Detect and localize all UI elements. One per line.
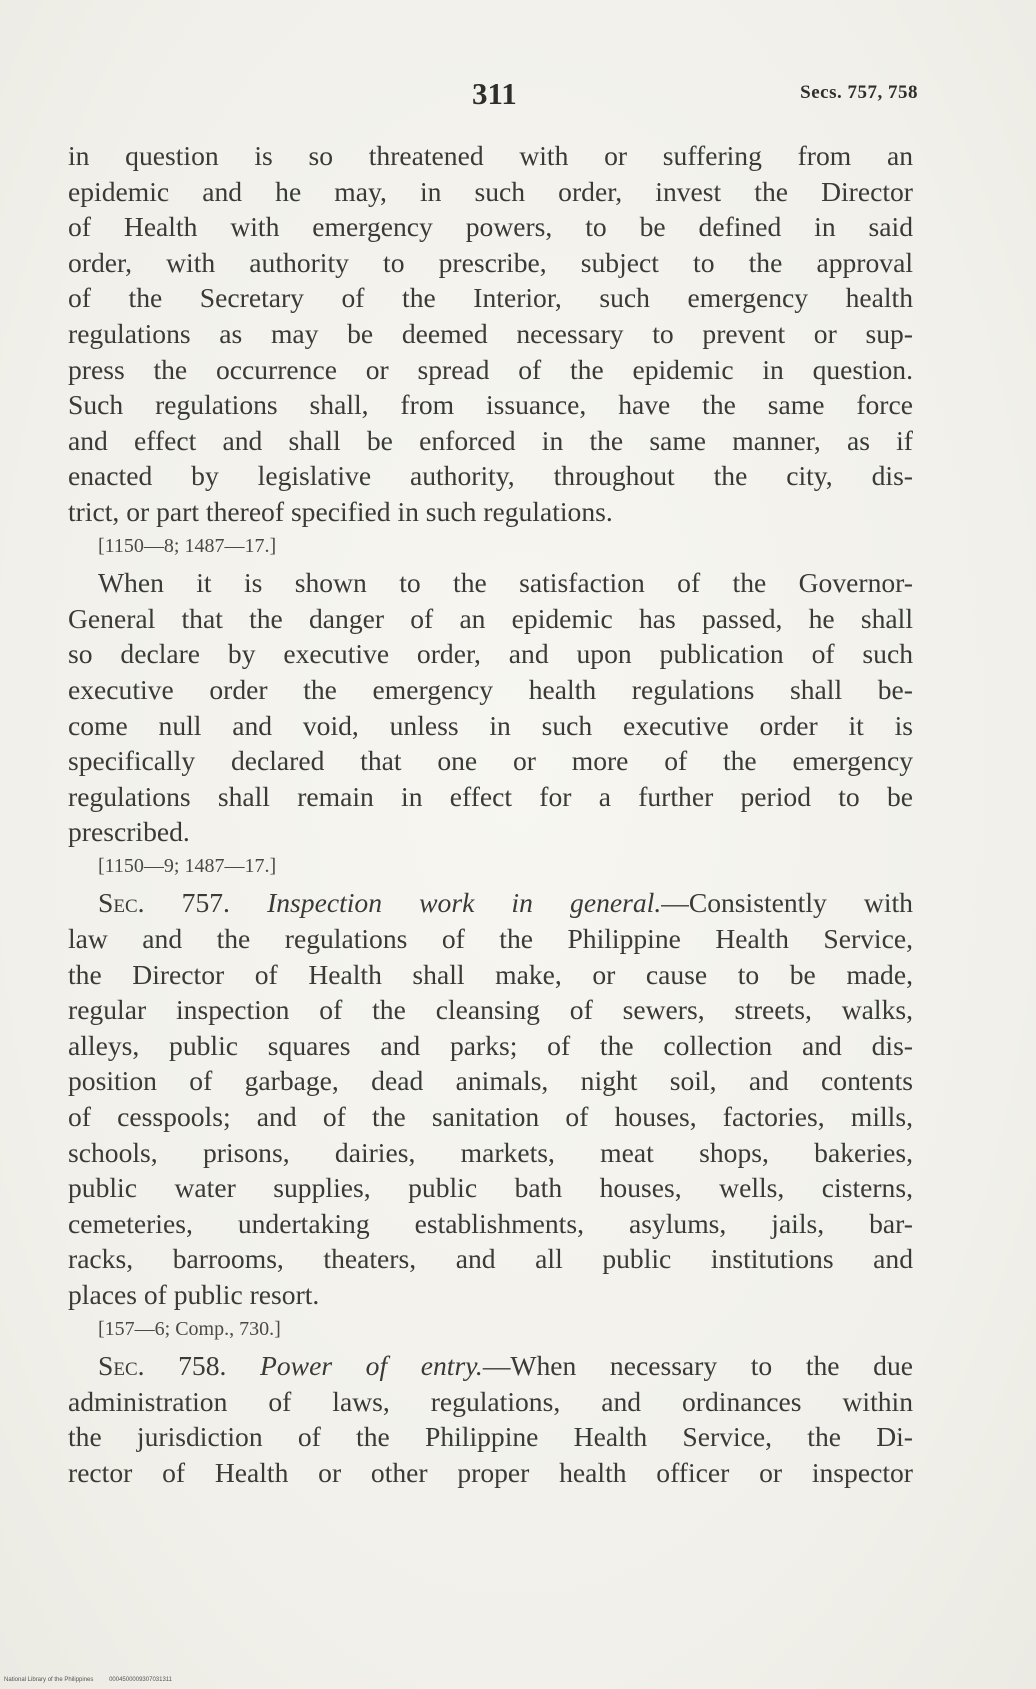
section-heading: Inspection work in general. xyxy=(267,887,662,919)
text-line: and effect and shall be enforced in the same manner, as if xyxy=(68,424,913,456)
text-line: so declare by executive order, and upon publication of such xyxy=(68,638,913,670)
text-line: the jurisdiction of the Philippine Health Service, the Di- xyxy=(68,1421,913,1453)
text-line: alleys, public squares and parks; of the collection and dis- xyxy=(68,1029,913,1061)
section-heading: Power of entry. xyxy=(260,1350,483,1382)
text-line: specifically declared that one or more of the emergency xyxy=(68,745,913,777)
citation: [1150—9; 1487—17.] xyxy=(98,854,277,877)
section-757 xyxy=(68,885,913,1312)
text-line: law and the regulations of the Philippine Health Service, xyxy=(68,923,913,955)
citation: [1150—8; 1487—17.] xyxy=(98,534,277,557)
text-line: schools, prisons, dairies, markets, meat shops, bakeries, xyxy=(68,1136,913,1168)
text-line: public water supplies, public bath houses, wells, cisterns, xyxy=(68,1172,913,1204)
text-line: When it is shown to the satisfaction of the Governor- xyxy=(98,567,913,599)
scan-code: 0004500009307031311 xyxy=(109,1677,173,1683)
citation: [157—6; Comp., 730.] xyxy=(98,1317,281,1340)
text-line: prescribed. xyxy=(68,816,190,848)
text-line: of cesspools; and of the sanitation of houses, factories, mills, xyxy=(68,1101,913,1133)
text-line: regular inspection of the cleansing of sewers, streets, walks, xyxy=(68,994,913,1026)
text-line: executive order the emergency health regulations shall be- xyxy=(68,673,913,705)
text-line: administration of laws, regulations, and ordinances within xyxy=(68,1385,913,1417)
text-line: press the occurrence or spread of the epidemic in question. xyxy=(68,353,913,385)
section-first-line xyxy=(68,1348,913,1384)
paragraph-continuation xyxy=(68,138,913,530)
text-line: come null and void, unless in such executive order it is xyxy=(68,709,913,741)
text-line: trict, or part thereof specified in such regulations. xyxy=(68,495,613,527)
text-line: in question is so threatened with or suffering from an xyxy=(68,140,913,171)
text-line: enacted by legislative authority, throughout the city, dis- xyxy=(68,460,913,492)
page-header xyxy=(0,76,1036,116)
text-line: Such regulations shall, from issuance, have the same force xyxy=(68,389,913,421)
section-first-line xyxy=(68,885,913,921)
section-label: Sec. 758. xyxy=(98,1350,227,1382)
text-run: —Consistently with xyxy=(661,887,913,919)
text-line: regulations shall remain in effect for a further period to be xyxy=(68,780,913,812)
text-line: of the Secretary of the Interior, such emergency health xyxy=(68,282,913,314)
section-label: Sec. 757. xyxy=(98,887,230,919)
paragraph-governor-general xyxy=(68,565,913,850)
text-line: regulations as may be deemed necessary to prevent or sup- xyxy=(68,317,913,349)
library-credit: National Library of the Philippines xyxy=(4,1677,94,1683)
text-line: order, with authority to prescribe, subject to the approval xyxy=(68,246,913,278)
page-number: 311 xyxy=(472,76,517,111)
text-line: cemeteries, undertaking establishments, asylums, jails, bar- xyxy=(68,1207,913,1239)
section-758 xyxy=(68,1348,913,1490)
text-run: —When necessary to the due xyxy=(482,1350,913,1382)
scan-footer xyxy=(4,1677,186,1683)
text-line: the Director of Health shall make, or cause to be made, xyxy=(68,958,913,990)
text-line: racks, barrooms, theaters, and all public institutions and xyxy=(68,1243,913,1275)
text-line: position of garbage, dead animals, night soil, and contents xyxy=(68,1065,913,1097)
text-line: General that the danger of an epidemic has passed, he shall xyxy=(68,602,913,634)
text-line: rector of Health or other proper health officer or inspector xyxy=(68,1456,913,1488)
text-line: of Health with emergency powers, to be defined in said xyxy=(68,211,913,243)
text-line: epidemic and he may, in such order, invest the Director xyxy=(68,175,913,207)
body-text xyxy=(68,138,913,1491)
running-head: Secs. 757, 758 xyxy=(800,82,918,103)
text-line: places of public resort. xyxy=(68,1279,320,1310)
